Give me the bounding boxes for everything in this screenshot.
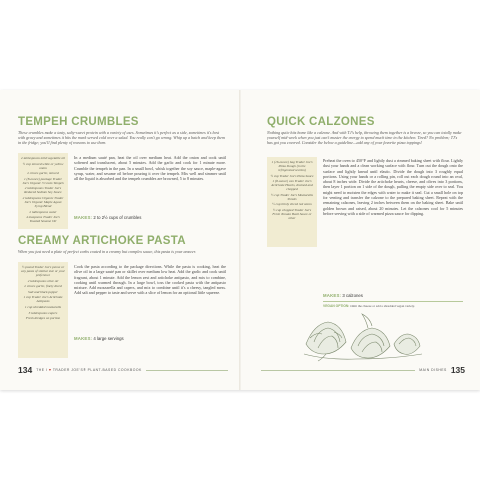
page-footer bbox=[18, 364, 228, 376]
ingredient-item: 2 cloves garlic, finely diced bbox=[24, 284, 62, 289]
artichoke-illustration bbox=[296, 304, 426, 362]
recipe-title-quick-calzones: QUICK CALZONES bbox=[267, 116, 375, 128]
footer-rule bbox=[261, 370, 415, 371]
page-number: 135 bbox=[450, 365, 465, 375]
variation-label: VEGAN OPTION: bbox=[323, 303, 350, 308]
ingredient-item: 1 cup shredded mozzarella bbox=[24, 304, 62, 309]
ingredient-item: 4 teaspoons Trader Joe's Toasted Sesame Oil bbox=[26, 215, 60, 224]
ingredient-item: 3 tablespoons capers bbox=[28, 310, 58, 315]
ingredient-item: ½ pound Trader Joe's penne or any pasta of similar size or your preference bbox=[21, 265, 65, 277]
recipe-yield bbox=[323, 293, 363, 298]
recipe-directions: Preheat the oven to 450°F and lightly dust a rimmed baking sheet with flour. Lightly dust your hands and a clean working surface with flour. Turn out the dough onto the surface and lightly knead until elastic. Divide the dough into 3 roughly equal portions. Using your hands or a rolling pin, roll out each dough round into an oval, about 8 inches wide. Divide the artichoke hearts, cheese, and olives into 3 portions, then layer 1 portion on 1 side of the dough, pulling the empty side over to seal. You might need to moisten the edges with water to make it seal. Cut a small hole on top for venting and transfer the calzone to the prepared baking sheet. Repeat with the remaining calzones, leaving 2 inches between them on the baking sheet. Bake until golden brown and raised, about 20 minutes. Let the calzones cool for 5 minutes before serving with a side of warmed pizza sauce for dipping. bbox=[323, 158, 463, 216]
ingredient-item: 2 cloves garlic, minced bbox=[27, 171, 59, 176]
ingredient-item: ½ cup Trader Joe's Mozzarella Shreds bbox=[271, 192, 313, 201]
ingredient-item: ½ cup minced white or yellow onion bbox=[22, 161, 64, 170]
ingredient-item: Salt and black pepper bbox=[28, 289, 58, 294]
yield-value: 3 calzones bbox=[342, 293, 363, 298]
footer-rule bbox=[146, 370, 228, 371]
recipe-yield bbox=[74, 336, 124, 341]
ingredient-item: 2 tablespoons Organic Trader Joe's Organic Maple Agave Syrup Blend bbox=[22, 195, 64, 208]
ingredient-item: 2 tablespoons Trader Joe's Reduced Sodium Soy Sauce bbox=[24, 186, 62, 195]
ingredient-item: 1 (16-ounce) bag Trader Joe's Pizza Dough (in the refrigerated section) bbox=[271, 160, 313, 172]
variation-text: Omit the cheese or add a shredded vegan variety. bbox=[350, 303, 415, 308]
ingredient-box bbox=[18, 153, 68, 229]
ingredient-item: ½ cup thinly sliced red onion bbox=[272, 202, 312, 207]
recipe-intro: When you just need a plate of perfect carbs coated in a creamy but complex sauce, this pasta is your answer. bbox=[18, 249, 196, 254]
ingredient-item: 2 tablespoons mild vegetable oil bbox=[21, 156, 65, 160]
running-head-pre: THE I bbox=[36, 368, 48, 372]
ingredient-box bbox=[18, 262, 68, 358]
right-page bbox=[241, 90, 480, 390]
recipe-intro: These crumbles make a tasty, salty-sweet protein with a variety of uses. Sometimes it's perfect as a side, sometimes it's best with gravy and sometimes it hits the mark served cold over a salad. You really can't go wrong. Whip up a batch and keep them in the fridge; you'll find plenty of reasons to use them. bbox=[18, 130, 225, 146]
ingredient-item: ½ cup Trader Joe's Pizza Sauce bbox=[270, 173, 314, 178]
yield-value: 2 to 2½ cups of crumbles bbox=[93, 215, 142, 220]
recipe-yield bbox=[74, 215, 141, 220]
ingredient-item: 2 tablespoons olive oil bbox=[27, 278, 59, 283]
yield-label: MAKES: bbox=[74, 215, 93, 220]
ingredient-box bbox=[267, 157, 317, 247]
page-footer bbox=[261, 364, 465, 376]
running-head bbox=[36, 368, 142, 372]
heart-icon: ♥ bbox=[48, 368, 52, 372]
ingredient-item: 1 (8-ounce) can Trader Joe's Artichoke Hearts, drained and chopped bbox=[271, 179, 313, 192]
ingredient-item: ½ cup chopped Trader Joe's Fresh Tomato Basil Sauce or other bbox=[272, 207, 312, 220]
left-page bbox=[0, 90, 239, 390]
ingredient-item: 2 tablespoons water bbox=[29, 209, 57, 214]
book-spread bbox=[0, 90, 480, 390]
running-head: MAIN DISHES bbox=[419, 368, 447, 372]
ingredient-item: 1 cup Trader Joe's Artichoke Antipasto bbox=[23, 295, 63, 304]
recipe-intro: Nothing quite hits home like a calzone. And with TJ's help, throwing them together is a breeze, so you can totally make yourself mid-week when you just can't muster the energy to spend much time in the kitchen. Tired? No problem; TJ's has got you covered. Consider the below a guideline—add any of your favorite pizza toppings! bbox=[267, 130, 462, 146]
recipe-title-creamy-artichoke-pasta: CREAMY ARTICHOKE PASTA bbox=[18, 235, 186, 247]
ingredient-item: 1 (8-ounce) package Trader Joe's Organic 3 Grain Tempeh bbox=[22, 176, 64, 185]
yield-label: MAKES: bbox=[74, 336, 93, 341]
yield-value: 4 large servings bbox=[93, 336, 124, 341]
ingredient-item: Fresh dredges on portion bbox=[25, 316, 61, 321]
recipe-title-tempeh-crumbles: TEMPEH CRUMBLES bbox=[18, 116, 139, 128]
page-number: 134 bbox=[18, 365, 33, 375]
running-head-post: TRADER JOE'S® PLANT-BASED COOKBOOK bbox=[52, 368, 142, 372]
recipe-directions: In a medium sauté pan, heat the oil over medium heat. Add the onion and cook until softened and translucent, about 5 minutes. Add the garlic and cook for 1 minute more. Crumble the tempeh in the pan. In a small bowl, whisk together the soy sauce, maple-agave syrup, water, and sesame oil before pouring it over the tempeh. Mix well and simmer until all the liquid is absorbed and the tempeh crumbles are browned, 5 to 8 minutes. bbox=[74, 155, 226, 182]
recipe-directions: Cook the pasta according to the package directions. While the pasta is cooking, heat the olive oil in a large sauté pan or skillet over medium low heat. Add the garlic and cook until fragrant, about 1 minute. Add the lemon zest and artichoke antipasto, and mix to combine, cooking until warmed through. In a large bowl, toss the cooked pasta with the antipasto mixture. Add mozzarella and capers, and mix to combine until it's a cheesy, tangled mess. Add salt and pepper to taste and serve with a slice of lemon for an optional little squeeze. bbox=[74, 264, 226, 296]
yield-label: MAKES: bbox=[323, 293, 342, 298]
